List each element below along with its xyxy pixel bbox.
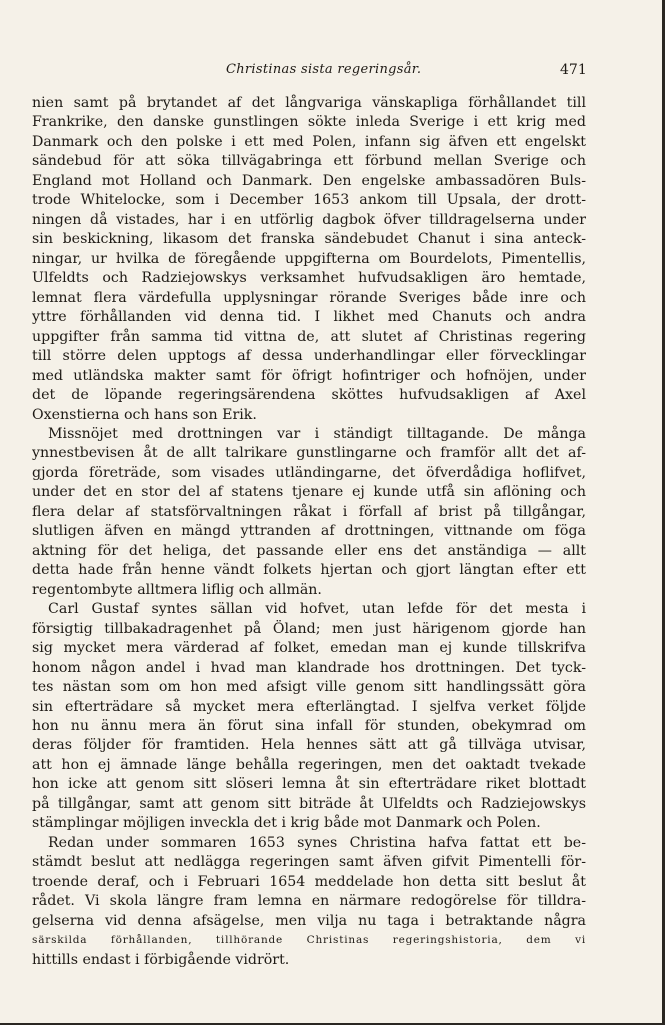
text-line: tes nästan som om hon med afsigt ville genom sitt handlingssätt göra: [32, 679, 586, 696]
text-line: yttre förhållanden vid denna tid. I likhet med Chanuts och andra: [32, 309, 586, 326]
text-line: England mot Holland och Danmark. Den engelske ambassadören Buls-: [32, 172, 586, 189]
text-line: under det en stor del af statens tjenare ej kunde utfå sin aflöning och: [32, 484, 586, 501]
paragraph-start-line: Carl Gustaf syntes sällan vid hofvet, utan lefde för det mesta i: [48, 601, 586, 618]
text-line: flera delar af statsförvaltningen råkat i förfall af brist på tillgångar,: [32, 503, 586, 520]
text-line: aktning för det heliga, det passande eller ens det anständiga — allt: [32, 542, 586, 559]
text-line: sig mycket mera värderad af folket, emedan man ej kunde tillskrifva: [32, 640, 586, 657]
text-line: ningar, ur hvilka de föregående uppgifterna om Bourdelots, Pimentellis,: [32, 250, 586, 267]
paragraph-start-line: Missnöjet med drottningen var i ständigt tilltagande. De många: [48, 425, 586, 442]
text-line: uppgifter från samma tid vittna de, att slutet af Christinas regering: [32, 328, 586, 345]
running-head: [0, 62, 662, 82]
text-line: det de löpande regeringsärendena sköttes hufvudsakligen af Axel: [32, 387, 586, 404]
text-line: försigtig tillbakadragenhet på Öland; men just härigenom gjorde han: [32, 620, 586, 637]
text-line: ynnestbevisen åt de allt talrikare gunstlingarne och framför allt det af-: [32, 445, 586, 462]
text-line: hon nu ännu mera än förut sina infall för stunden, obekymrad om: [32, 718, 586, 734]
paragraph-start-line: Redan under sommaren 1653 synes Christina hafva fattat ett be-: [48, 834, 586, 851]
text-line: honom någon andel i hvad man klandrade hos drottningen. Det tyck-: [32, 659, 586, 676]
page-number: 471: [560, 62, 587, 78]
text-line: Frankrike, den danske gunstlingen sökte inleda Sverige i ett krig med: [32, 114, 586, 131]
text-line: sin efterträdare så mycket mera efterlängtad. I sjelfva verket följde: [32, 698, 586, 715]
text-line: nien samt på brytandet af det långvariga vänskapliga förhållandet till: [32, 95, 586, 111]
text-line: sin beskickning, likasom det franska sändebudet Chanut i sina anteck-: [32, 231, 586, 248]
text-line: hon icke att genom sitt slöseri lemna åt sin efterträdare riket blottadt: [32, 776, 586, 793]
paragraph-end-line: regentombyte alltmera liflig och allmän.: [32, 581, 322, 598]
text-line: troende deraf, och i Februari 1654 meddelade hon detta sitt beslut åt: [32, 873, 586, 890]
text-line: deras följder för framtiden. Hela hennes sätt att gå tillväga utvisar,: [32, 737, 586, 754]
text-line: på tillgångar, samt att genom sitt biträde åt Ulfeldts och Radziejowskys: [32, 795, 586, 812]
text-line: gelserna vid denna afsägelse, men vilja nu taga i betraktande några: [32, 912, 586, 929]
text-line: detta hade från henne vändt folkets hjertan och gjort längtan efter ett: [32, 562, 586, 579]
text-line: att hon ej ämnade länge behålla regeringen, men det oaktadt tvekade: [32, 756, 586, 773]
paragraph-end-line: Oxenstierna och hans son Erik.: [32, 406, 257, 423]
text-line: slutligen äfven en mängd yttranden af drottningen, vittnande om föga: [32, 523, 586, 540]
text-line: Ulfeldts och Radziejowskys verksamhet hufvudsakligen äro hemtade,: [32, 270, 586, 287]
running-title: Christinas sista regeringsår.: [226, 62, 422, 77]
text-line: Danmark och den polske i ett med Polen, infann sig äfven ett engelskt: [32, 133, 586, 150]
text-line: lemnat flera värdefulla upplysningar rörande Sveriges både inre och: [32, 289, 586, 306]
text-line: gjorda företräde, som visades utländingarne, det öfverdådiga hoflifvet,: [32, 464, 586, 481]
paragraph-end-line: hittills endast i förbigående vidrört.: [32, 951, 290, 968]
paragraph-end-line: stämplingar möjligen inveckla det i krig både mot Danmark och Polen.: [32, 815, 541, 832]
spaced-text-line: särskilda förhållanden, tillhörande Christinas regeringshistoria, dem vi: [32, 934, 586, 947]
text-line: stämdt beslut att nedlägga regeringen samt äfven gifvit Pimentelli för-: [32, 854, 586, 871]
text-line: med utländska makter samt för öfrigt hofintriger och hofnöjen, under: [32, 367, 586, 384]
text-line: trode Whitelocke, som i December 1653 ankom till Upsala, der drott-: [32, 192, 586, 209]
text-line: till större delen upptogs af dessa underhandlingar eller förvecklingar: [32, 348, 586, 365]
text-line: ningen då vistades, har i en utförlig dagbok öfver tilldragelserna under: [32, 211, 586, 228]
body-text: [32, 94, 586, 970]
text-line: sändebud för att söka tillvägabringa ett förbund mellan Sverige och: [32, 153, 586, 170]
text-line: rådet. Vi skola längre fram lemna en närmare redogörelse för tilldra-: [32, 893, 586, 910]
